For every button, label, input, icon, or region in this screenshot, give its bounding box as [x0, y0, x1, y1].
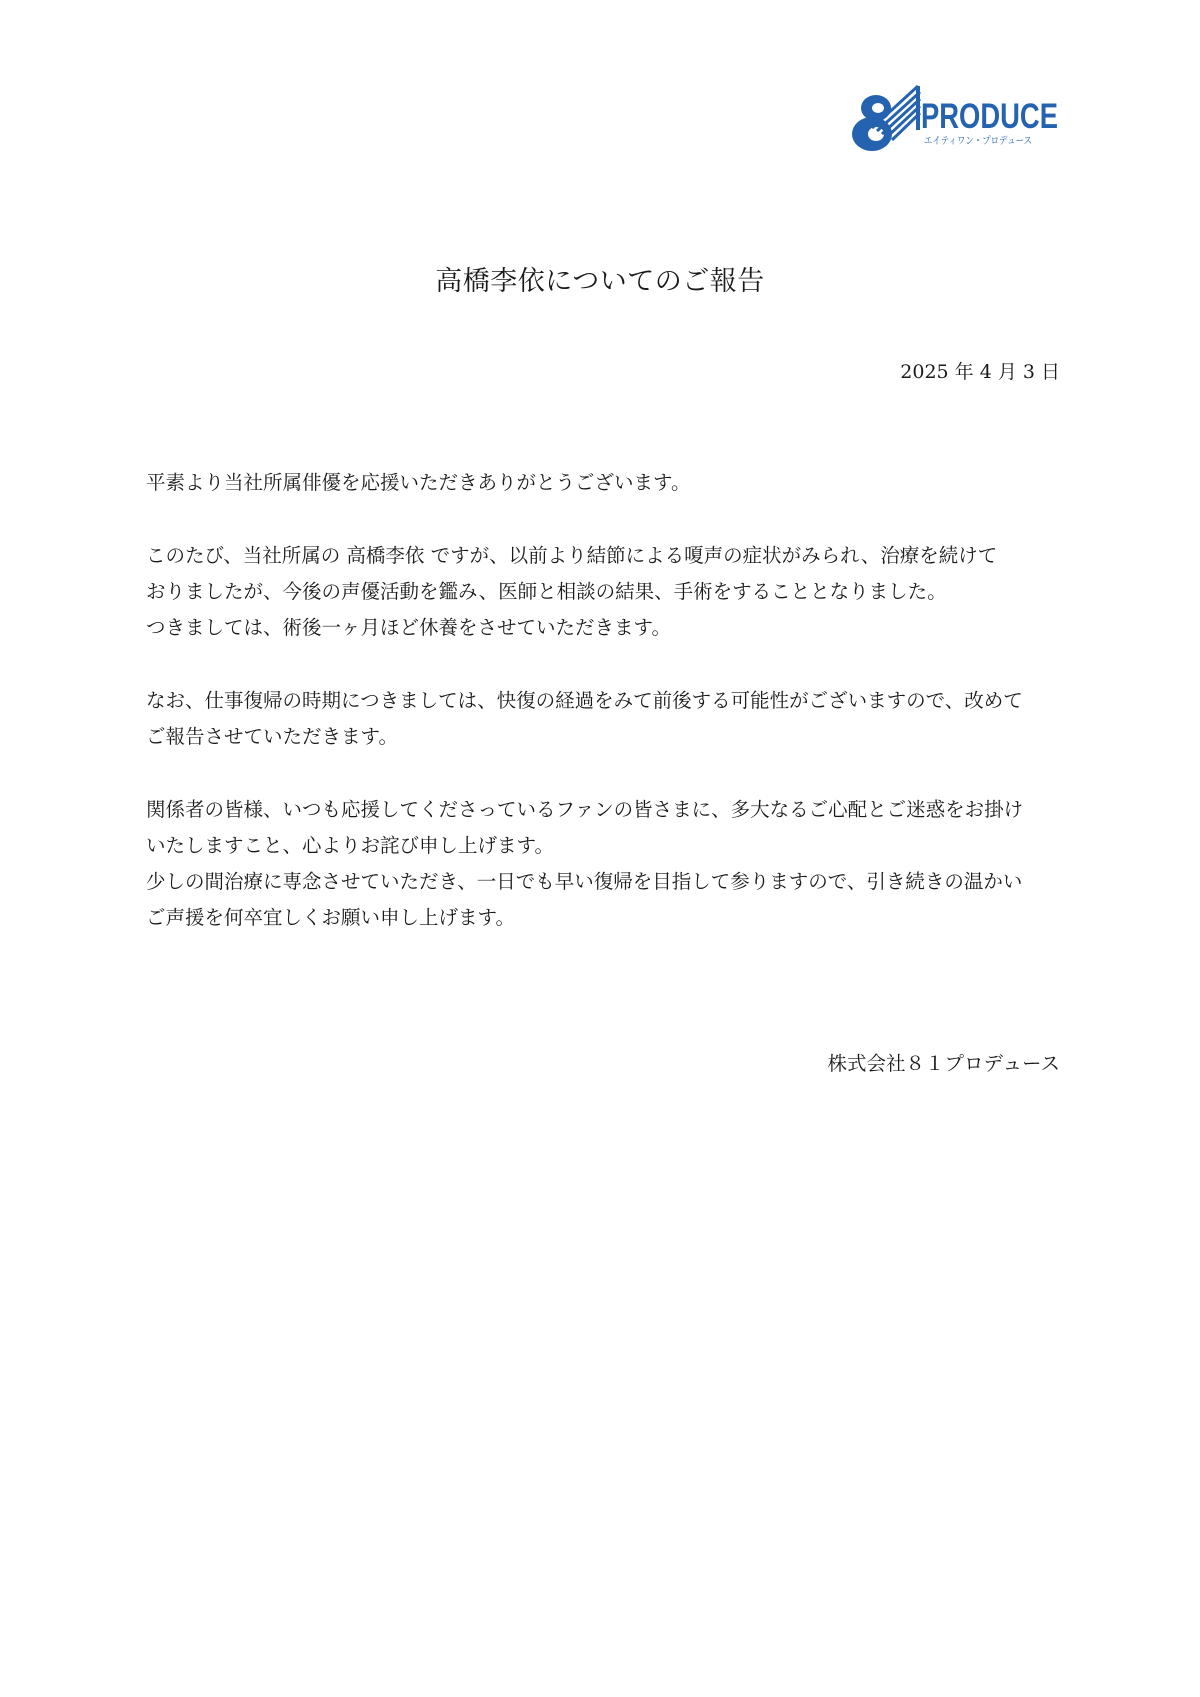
logo-subtitle: エイティワン・プロデュース [924, 136, 1053, 147]
paragraph-line: 少しの間治療に専念させていただき、一日でも早い復帰を目指して参りますので、引き続きの温かい [146, 870, 1023, 893]
paragraph-line: ご声援を何卒宜しくお願い申し上げます。 [146, 906, 515, 929]
paragraph-line: ご報告させていただきます。 [146, 725, 398, 748]
paragraph-line: おりましたが、今後の声優活動を鑑み、医師と相談の結果、手術をすることとなりました。 [146, 580, 947, 603]
paragraph-line: なお、仕事復帰の時期につきましては、快復の経過をみて前後する可能性がございますので、改めて [146, 689, 1023, 712]
logo-wordmark: PRODUCE [921, 97, 1058, 136]
announcement-date: 2025 年 4 月 3 日 [900, 361, 1060, 383]
paragraph-line: 平素より当社所属俳優を応援いただきありがとうございます。 [146, 471, 691, 494]
body-paragraph [146, 683, 1066, 755]
body-paragraph [146, 792, 1066, 936]
paragraph-line: このたび、当社所属の 高橋李依 ですが、以前より結節による嗄声の症状がみられ、治療を続けて [146, 544, 998, 567]
paragraph-line: つきましては、術後一ヶ月ほど休養をさせていただきます。 [146, 616, 671, 639]
body-paragraph [146, 465, 1066, 501]
company-logo [850, 84, 1062, 156]
announcement-body [146, 465, 1066, 973]
body-paragraph [146, 538, 1066, 646]
company-signature: 株式会社８１プロデュース [827, 1052, 1060, 1075]
paragraph-line: いたしますこと、心よりお詫び申し上げます。 [146, 834, 554, 857]
paragraph-line: 関係者の皆様、いつも応援してくださっているファンの皆さまに、多大なるご心配とご迷惑をお掛け [146, 798, 1024, 821]
page-title: 高橋李依についてのご報告 [435, 266, 765, 297]
